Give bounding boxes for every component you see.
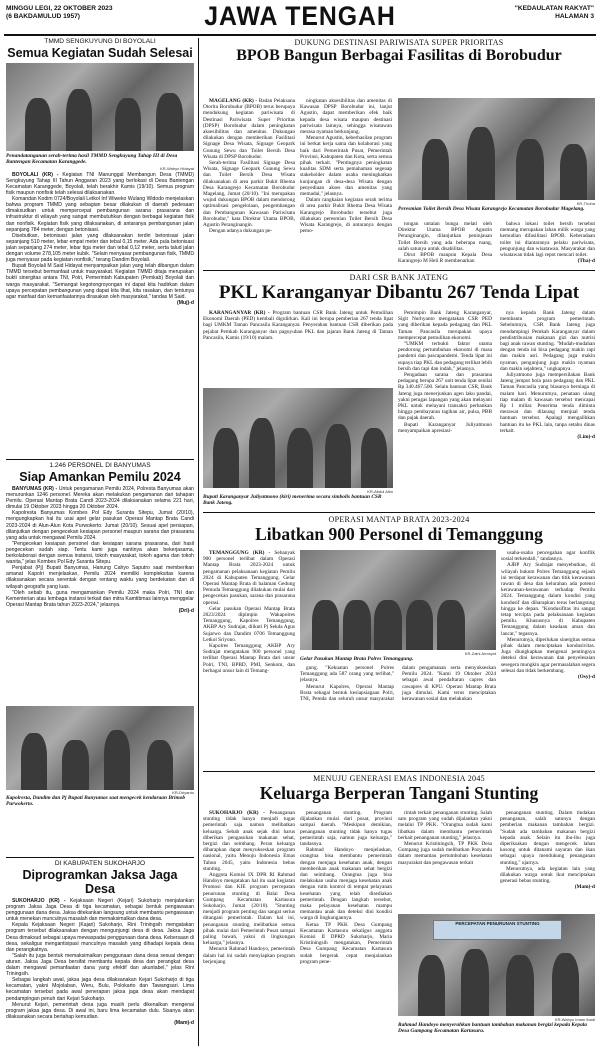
paragraph: nya kepada Bank Jateng dalam membantu program pemerintah. Sebelumnya, CSR Bank Jateng juga mendampingi Pemkab Karanganyar dalam pendistribusian makanan gizi dan nutrisi bagi anak rawan stunting. "Mudah-mudahan dengan tenda ini bisa pedagang makin rapi dan makin asri. Pedagang juga makin nyaman, pengunjung juga makin nyaman dan makin sejahtera," ungkapnya. [500,310,595,372]
paragraph: Menurut Kejari, pemerintah desa juga masih perlu dikenalkan mengenai program jaksa jaga desa. Di awal ini, baru lima kecamatan dulu. Sisanya akan dilaksanakan secara bertahap kemudian. [6,1001,194,1020]
photo-figure [437,600,464,650]
page-number: HALAMAN 3 [555,13,594,20]
paragraph: AJBP Ary Sudrajat menyebutkan, di wilayah hukum Polres Temanggung sejauh ini terdapat kerawanan dan titik kerawanan rawan di desa dan kelurahan ada potensi kerawanan-kerawanan terhadap Pemilu 2024. Temanggung dalam kondisi yang kondusif dan diharapkan terus berlangsung hingga ke depan. "Kondusifitas itu sangat tetap tercipta pada pelaksanaan kegiatan pemilu. Khususnya di Kabupaten Temanggung dalam keadaan aman dan lancar," tegasnya. [501,562,595,637]
photo-credit: KR-Abdul Alim [367,489,393,494]
paragraph: Ketua TP PKK Desa Gumpang Kecamatan Kartasura sekaligus anggota Komisi II DPRD Sukoharjo, Maria Kristiningsih mengatakan, Pemerintah Desa Gumpang Kecamatan Kartasura sudah bergerak cepat menjalankan program pene- [300,921,392,965]
paragraph: bahwa lokasi toilet bersih tersebut memang merupakan lahan milik warga yang kemudian difasilitasi BPOB. Keberadaan toilet ini diantaranya pelaku pariwisata, pengunjung dan wisatawan. Masyarakat dan wisatawan tidak lagi repot mencari toilet. [500,221,595,259]
story-kicker: OPERASI MANTAP BRATA 2023-2024 [328,515,470,524]
photo-figure [104,730,130,790]
header-rule [4,34,596,36]
paragraph: usaha-usaha pencegahan agar konflik sosial terkendali," tandasnya. [501,550,595,563]
story-headline: Libatkan 900 Personel di Temanggung [255,524,543,544]
photo-figure [516,139,544,200]
story-kicker: 1.246 PERSONEL DI BANYUMAS [49,462,151,469]
photo-caption: Rahmad Handoyo menyerahkan bantuan tambahan makanan bergizi kepada Kepala Desa Gumpang Kecamatan Kartasura. [398,1022,587,1035]
bpob-col-4 [500,221,595,267]
photo-figure [374,600,401,650]
story-kicker: DUKUNG DESTINASI PARIWISATA SUPER PRIORITAS [294,38,504,47]
paragraph: Pemimpin Bank Jateng Karanganyar, Sigit Nurhyanto mengatakan CSR PED yang diberikan kepada pedagang dan PKL Taman Pancasila merupakan upaya mempercepat pemulihan ekonomi. [398,310,492,341]
dateline: BOYOLALI (KR) - [12,171,59,178]
story-kicker: DI KABUPATEN SUKOHARJO [54,860,146,867]
dateline: SUKOHARJO (KR) - [12,898,66,904]
stunting-col-1 [203,810,295,1046]
pkl-col-2 [398,310,492,510]
masthead: JAWA TENGAH [204,1,396,31]
photo-credit: KR-Wahyu Hidayat [160,165,194,171]
photo-figure [461,949,489,1016]
paragraph: Menurutnya, ada kegiatan lain yang dilakukan warga untuk ikut menciptakan generasi bebas stunting. [500,865,595,885]
photo-figure [156,93,182,151]
paragraph: Dengan adanya dukungan pe- [209,228,273,235]
signoff: (Osy)-d [577,674,595,681]
signoff: (Lim)-d [577,434,595,441]
story-divider [6,459,194,460]
paragraph: "UMKM terbukti faktor utama pendorong pertumbuhan ekonomi di masa pandemi dan pascapandemi. Tenda lipat ini supaya tiap PKL dan pedagang terlihat lebih bersih dan rapi dan indah," jelasnya. [398,341,492,372]
paragraph: gung. "Kekuatan personel Polres Temanggung ada 587 orang yang terlibat," jelasnya. [300,665,394,684]
story-stunting [203,774,595,803]
paragraph: Rahmad Handoyo menjelaskan, orangtua bisa membantu pemerintah dengan menjaga kesehatan anak, dengan memberikan anak makanan sehat bergizi dan seimbang. Orangtua juga bisa melakukan usaha menjaga kesehatan anak dengan rutin kontrol di tempat pelayanan kesehatan yang telah disediakan pemerintah. Dengan langkah tersebut, maka pelayanan kesehatan mampu memantau anak dan deteksi dini kondisi warga di lingkungannya. [300,847,392,922]
slogan: "KEDAULATAN RAKYAT" [514,5,594,12]
signoff: (Dri)-d [178,607,194,614]
page-info [515,5,594,21]
paragraph: Menurut Kristiningsih, TP PKK Desa Gumpang juga sudah melibatkan Posyandu dalam memantau pertumbuhan kesehatan masyarakat dan pengawasan terkait [398,841,492,866]
paragraph: "Pengecekan kesiapan personel dan kesiapan sarana prasarana, dari hasil pengecekan sudah siap. Tentu kami juga nantinya akan bekerjasama, berkolaborasi dengan semua instansi, tokoh masyarakat, tokoh agama dan tokoh wanita," jelas Kombes Pol Edy Suranta Sitepu. [6,540,194,566]
brata-col-3 [501,550,595,768]
photo-caption: Gelar Pasukan Mantap Brata Polres Temanggung. [300,656,414,662]
paragraph: Menurut Rahmad Handoyo, pemerintah dalam hal ini sudah menyiapkan program berjenjang [203,946,295,965]
paragraph: Sebagai langkah awal, jaksa jaga desa dilaksanakan Kejari Sukoharjo di tiga kecamatan, yakni Mojolaban, Weru, Bulu, Polokarto dan Tawangsari. Lima kecamatan tersebut pada awal penerapan jaksa jaga desa akan mendapat pendampingan penuh dari Kejari Sukoharjo. [6,977,194,1002]
paragraph: Dirut BPOB maupun Kepala Desa Karangrejo M Heli R membenarkan [398,252,492,265]
stunting-col-3 [398,810,492,912]
paragraph: Komandan Kodim 0724/Boyolali Letkol Inf Wiweko Wulang Widodo menjelaskan bahwa program TMMD yang sebagian besar dilakukan di daerah pedesaan dimaksudkan untuk mempercepat pembangunan sarana prasarana dan infrastruktur di wilayah yang sangat membutuhkan dengan berbagai kegiatan fisik dan nonfisik. Kegiatan fisik yang dilaksanakan, di antaranya pembangunan jalan sepanjang 784 meter, dengan betonisasi. [6,196,194,233]
pkl-col-3 [500,310,595,510]
paragraph: Penanganan stunting tidak hanya menjadi tugas pemerintah saja namun melibatkan keluarga. Sebab anak sejak dini harus diberikan pengasuhan makanan sehat, bergizi dan seimbang. Peran keluarga diharapkan dapat menyukseskan program nasional, yaitu Menuju Indonesia Emas Tahun 2045, yaitu Indonesia bebas stunting. [203,810,295,872]
stunting-banner: PERCEPATAN PENURUNAN STUNTING [433,920,561,940]
paragraph: Bupati Karanganyar Juliyatmono menyampaikan apresiasi- [398,421,492,434]
paragraph: Pengadaan sarana dan prasarana pedagang berupa 267 unit tenda lipat senilai Rp 340.467.500. Selain bantuan CSR, Bank Jateng juga menerjunkan agen laku pandai, yakni petugas lapangan yang akan melayani PKL untuk melayani transaksi perbankan hingga pembayaran tagihan air, pulsa, PBB dan pajak daerah. [398,372,492,422]
paragraph: Juliyatmono juga mempersilakan Bank Jateng jemput bola para pedagang dan PKL Taman Pancasila yang biasanya berniaga di malam hari. Menurutnya, penataan ulang tiap malam di kawasan tersebut mencapai Rp 1 miliar. Penerima tenda diminta merawat dan dilarang menjual tenda bantuan tersebut. Apalagi mengalihkan bantuan itu ke PKL lain, tanpa setahu dinas terkait. [500,372,595,434]
dateline: TEMANGGUNG (KR) - [209,550,271,556]
bpob-photo [398,98,595,200]
column-divider [198,38,199,1046]
paragraph: rintah terkait penanganan stunting. Salah satu program yang sudah dijalankan yakni melalui TP PKK. "Orangtua sudah kami libatkan dalam membantu pemerintah berkait penanganan stunting," jelasnya. [398,810,492,841]
paragraph: Gelar pasukan Operasi Mantap Brata 2023/2024 dipimpin Wakapolres Temanggung, Kapolres Temanggung, AKBP Ary Sudrajat, diikuti Pj Sekda Agus Sujarwo dan Dandim 0706 Temanggung Letkol Sriyono. [203,605,295,643]
story-kicker: TMMD SENGKUYUNG DI BOYOLALI [44,38,156,45]
photo-caption: Penandatanganan serah-terima hasil TMMD Sengkuyung Tahap III di Desa Bantengan Kecamatan Karanggede. [6,153,178,166]
photo-credit: KR-Thoha [576,201,595,206]
photo-figure [418,955,446,1016]
photo-credit: KR-Wahyu Imam Ibadi [554,1017,595,1022]
brata-col-1 [203,550,295,768]
photo-figure [62,740,88,790]
bpob-col-2 [300,98,392,266]
signoff: (Mam)-d [574,884,595,891]
story-body [6,486,194,704]
paragraph: Menurutnya, diperlukan sinergitas semua pihak dalam menciptakan kondusivitas. Juga diungkapkan mengenai pentingnya deteksi dini kerawanan dan penyelesaian sesegera mungkin agar permasalahan segera selesai dan tidak berkembang. [501,636,595,674]
paragraph: Badan Pelaksana Otorita Borobudur (BPOB) terus berupaya mendukung kegiatan pariwisata di Destinasi Pariwisata Super Prioritas (DPSP) Borobudur dalam peningkatan aksesibilitas dan amenitas. Dukungan dilakukan dengan memberikan Fasilitasi Signage Desa Wisata, Signage Geopark Gunung Sewu dan Toilet Bersih Desa Wisata di DPSP Borobudur. [203,98,295,160]
story-headline: Siap Amankan Pemilu 2024 [19,470,181,484]
stunting-col-4 [500,810,595,912]
signoff: (Tha)-d [577,258,595,265]
issue-line: (6 BAKDAMULUD 1957) [6,13,81,20]
photo-figure [213,428,240,488]
paragraph: Kapolres Temanggung AKBP Ary Sudrajat mengatakan 900 personel yang terlibat Operasi Mantap Brata dari unsur Polri, TNI, BPBD, PMI, Senkom, dan berbagai unsur lain di Temang- [203,643,295,674]
story-divider [203,771,595,772]
paragraph: Serah-terima Fasilitasi Signage Desa Wisata, Signage Geopark Gunung Sewu dan Toilet Bersih Desa Wisata dilaksanakan di area parkir Bukit Rhema Desa Karangrejo Kecamatan Borobudur Magelang, Jumat (20/10). "Ini merupakan wujud dukungan BPOB dalam mendorong optimalisasi pengelolaan, pengembangan dan Pembangunan Kawasan Pariwisata Borobudur," kata Direktur Utama BPOB, Agustin Peranginangin. [203,160,295,229]
photo-figure [115,98,141,151]
paragraph: Bupati Boyolali M Said Hidayat menyampaikan jalan yang telah dibangun dalam TMMD tersebut bermanfaat untuk masyarakat. Kegiatan TMMD ditaja merupakan bukti sinergitas antara TNI, Polri, Pemerintah Kabupaten (Pemkab) Boyolali dan warga masyarakat. "Semangat kegotongroyongan ini dapat kita hadirkan dalam upaya percepatan pembangunan yang dapat kita lihat, kita rasakan, dan tentunya agar manfaat dan kemanfaatannya dirasakan oleh masyarakat," tandas M Said. [6,263,194,300]
story-kicker: MENUJU GENERASI EMAS INDONESIA 2045 [313,774,485,783]
signoff: (Mam)-d [174,1019,194,1026]
story-photo [6,63,194,151]
bpob-col-3 [398,221,492,267]
paragraph: Penjabat (Pj) Bupati Banyumas, Hanung Cahyo Saputro saat memberikan amanat Kapolri menjelaskan, Pemilu 2024 memiliki kompleksitas karena dilaksanakan secara serentak dengan rentang waktu yang berdekatan dan di wilayah geografis yang luas. [6,565,194,590]
photo-caption: Kapolresta, Dandim dan Pj Bupati Banyumas saat mengecek kendaraan Brimob Purwokerto. [6,795,186,808]
photo-figure [325,424,352,488]
photo-figure [66,89,92,151]
brata-col-2 [300,665,496,768]
dateline: SUKOHARJO (KR) - [209,810,265,816]
story-tmmd [6,38,194,350]
paragraph: Kejaksaan Negeri (Kejari) Sukoharjo menjalankan program Jaksa Jaga Desa di tiga kecamatan, sebagai bentuk pengawasan penggunaan dana desa. Jaksa ditekankan langsung untuk membantu pengawasan untuk menekan munculnya masalah dan memaksimalkan dana desa. [6,898,194,923]
photo-figure [25,98,51,151]
story-banyumas [6,462,194,808]
pkl-photo [203,388,393,488]
paragraph: Kegiatan TNI Manunggal Membangun Desa (TMMD) Sengkuyung Tahap III Tahun Anggaran 2023 yang berlokasi di Desa Bantengan Kecamatan Karanggede, Boyolali, telah berakhir Kamis (19/10). Semua program fisik maupun nonfisik telah selesai dilaksanakan. [6,171,194,197]
story-headline: BPOB Bangun Berbagai Fasilitas di Borobudur [236,47,562,64]
paragraph: Sebanyak 900 personel terlibat dalam Operasi Mantap Brata 2023-2024 untuk pengamanan pelaksanaan kegiatan Pemilu 2024 di Kabupaten Temanggung. Gelar Operasi Mantap Brata di halaman Gedung Pemuda Temanggung dilakukan mulai dari pengecekan pasukan, sarana dan prasarana operasi. [203,550,295,606]
story-photo [6,706,194,790]
story-divider [203,512,595,513]
paragraph: "Oleh sebab itu, guna mengamankan Pemilu 2024 maka Polri, TNI dan Kementerian atau lembaga instansi terkait dan mitra Kamtibmas lainnya menggelar Operasi Mantap Brata tahun 2023-2024," jelasnya. [6,589,194,608]
photo-figure [422,139,450,200]
photo-figure [147,740,173,790]
photo-figure [312,600,339,650]
story-body [6,898,194,1060]
paragraph: penanganan stunting. Dalam tindakan penanganan, salah satunya dengan pemberian makanan tambahan bergizi. "Sudah ada tambahan makanan bergizi kepada anak. Selain itu ibu-ibu juga diperiksakan dengan mengecek lahan kosong untuk ditanami sayuran dan ikan sebagai upaya mendukung penanganan stunting," ujarnya. [500,810,595,866]
story-sukoharjo-jaksa [6,860,194,1060]
story-mantap-brata [203,515,595,544]
paragraph: tongan untaian bunga melati oleh Direktur Utama BPOB Agustin Peranginangin, dilanjutkan peninjauan Toilet Bersih yang ada beberapa ruang, salah satunya untuk disabilitas. [398,221,492,252]
photo-caption: Bupati Karanganyar Juliyatmono (kiri) menerima secara simbolis bantuan CSR Bank Jateng. [203,494,382,507]
paragraph: Anggota Komisi IX DPR RI Rahmad Handoyo mengatakan hal itu saat kegiatan Promosi dan KIE program percepatan penurunan stunting di Balai Desa Gumpang Kecamatan Kartasura Sukoharjo, Jumat (20/10). "Stunting menjadi program penting dan sangat serius ditangani pemerintah. Dalam hal ini, penanganan stunting melibatkan semua pihak mulai dari Pemerintah Pusat sampai paling bawah, yakni di lingkungan keluarga," jelasnya. [203,872,295,947]
dateline: MAGELANG (KR) - [209,98,258,104]
stunting-col-2 [300,810,392,1046]
paragraph: Kepala Kejaksaan Negeri (Kajari) Sukoharjo, Rini Triningsih mengatakan program tersebut dilaksanakan dengan mengunjungi desa di desa. Jaksa Jaga Desa dimaksud sebagai upaya mewaspadai penggunaan dana desa. Kebersaan di desa, sekaligus mengantisipasi munculnya masalah yang dihadapi kepala desa dan perangkatnya. [6,922,194,953]
photo-figure [406,600,433,650]
paragraph: penanganan stunting. Program dijalankan mulai dari pusat, provinsi sampai daerah. "Meskipun demikian, penanganan stunting tidak hanya tugas pemerintah saja, namun juga keluarga," tandasnya. [300,810,392,848]
photo-figure [21,733,47,790]
date-line: MINGGU LEGI, 22 OKTOBER 2023 [6,5,113,12]
story-divider [6,857,194,858]
paragraph: "Salah itu juga bentuk memaksimalkan penggunaan dana desa sesuai dengan aturan. Jaksa Jaga Desa bersifat membantu kepala desa dan perangkat desa dalam mengawal pemanfaatan dana yang efektif dan akuntabel," jelas Rini Triningsih. [6,952,194,978]
signoff: (Muj)-d [177,299,194,306]
photo-figure [287,428,314,488]
dateline: KARANGANYAR (KR) - [209,310,270,316]
story-headline: Diprogramkan Jaksa Jaga Desa [22,868,178,896]
story-kicker: DARI CSR BANK JATENG [349,273,449,282]
photo-credit: KR-Zaini Arrosyid [464,651,496,656]
paragraph: Disebutkan, betonisasi jalan yang dilaksanakan terdiri betonisasi jalan sepanjang 510 meter, lebar empat meter dan tebal 0,15 meter. Ada pula betonisasi jalan sepanjang 274 meter, lebar tiga meter dan tebal 0,12 meter, serta talud jalan dengan volume 278,105 meter kubik. "Selain menyasar pembangunan fisik, TMMD juga menyasar pada kegiatan nonfisik," terang Dandim Boyolali. [6,232,194,264]
stunting-photo [398,914,595,1016]
paragraph: Menurut Agustin, keberhasilan program ini berkat kerja sama dan kolaborasi yang baik dari Pemerintah Pusat, Pemerintah Provinsi, Kabupaten dan Kota, serta semua pihak terkait. "Pentingnya peningkatan kualitas SDM serta pemahaman segenap stakeholder dalam usaha meningkatkan kunjungan di desa-desa Wisata dengan penyediaan akses dan amenitas yang memadai," jelasnya. [300,135,392,198]
photo-figure [467,127,495,200]
bpob-col-1 [203,98,295,266]
story-headline: Semua Kegiatan Sudah Selesai [7,46,193,60]
photo-figure [343,600,370,650]
photo-figure [506,955,534,1016]
paragraph: ningkatan aksesibilitas dan amenitas di Kawasan DPSP Borobudur ini, lanjut Agustin, dapat memberikan efek baik kepada desa wisata maupun destinasi pariwisata lainnya, sehingga wisatawan merasa nyaman berkunjung. [300,98,392,136]
photo-caption: Peresmian Toilet Bersih Desa Wisata Karangrejo Kecamatan Borobudur Magelang. [398,206,585,212]
brata-photo [300,550,496,650]
story-headline: PKL Karanganyar Dibantu 267 Tenda Lipat [218,282,580,303]
story-headline: Keluarga Berperan Tangani Stunting [259,783,539,803]
paragraph: Kapolresta Banyumas Kombes Pol Edy Suranta Sitepu, Jumat (20/10), mengungkapkan hal itu usai apel gelar pasukan Operasi Mantap Brata Candi 2023-2024 di Alun-Alun Kota Purwokerto. Jumat (20/10). Sesuai apel persiapan, dilanjutkan dengan pengecekan kesiapan personel maupun sarana dan prasarana yang ada untuk mengawal Pemilu 2024. [6,510,194,541]
photo-figure [361,428,388,488]
story-pkl [203,273,595,304]
paragraph: Untuk pengamanan Pemilu 2024, Polresta Banyumas akan menurunkan 1246 personel. Mereka akan melakukan pengamanan dari tahapan Pemilu. Operasi Mantap Brata Candi 2023-2024 dilaksanakan selama 221 hari, dimulai 19 Oktober 2023 hingga 20 Oktober 2024. [6,486,194,511]
pkl-lead [203,310,393,388]
paragraph: Dalam rangkaian kegiatan serah terima di area parkir Bukit Rhema Desa Wisata Karangrejo Borobudur tersebut juga dilakukan peresmian Toilet Bersih Desa Wisata Karangrejo, di antaranya dengan pemo- [300,197,392,235]
photo-credit: KR-Driyanto [172,790,194,795]
story-bpob [203,38,595,65]
dateline: BANYUMAS (KR) - [12,486,58,492]
paragraph: Program bantuan CSR Bank Jateng untuk Pemulihan Ekonomi Daerah (PED) kembali digulirkan. Kali ini berupa pemberian 267 tenda lipat bagi UMKM Taman Pancasila Karanganyar. Penyerahan bantuan CSR diberikan pada pejabat Pemkab Karanganyar dan paguyuban PKL dan jajaran Bank Jateng di Taman Pancasila, Kamis (19/10) malam. [203,310,393,341]
story-body [6,172,194,350]
photo-figure [552,953,580,1016]
photo-figure [249,418,276,488]
photo-figure [560,144,588,200]
story-divider [203,270,595,271]
paragraph: Menurut Kapolres, Operasi Mantap Brata sebagai bentuk kesiapsiagaan Polri, TNI, Pemda dan seluruh unsur masyarakat dalam pengamanan serta menyukseskan Pemilu 2024. "Kami 19 Oktober 2024 sebagai awal pendaftaran capres dan cawapres di KPU. Operasi Mantap Brata juga dimulai. Kami terus menciptakan kerawanan sosial dan melakukan [300,665,496,703]
